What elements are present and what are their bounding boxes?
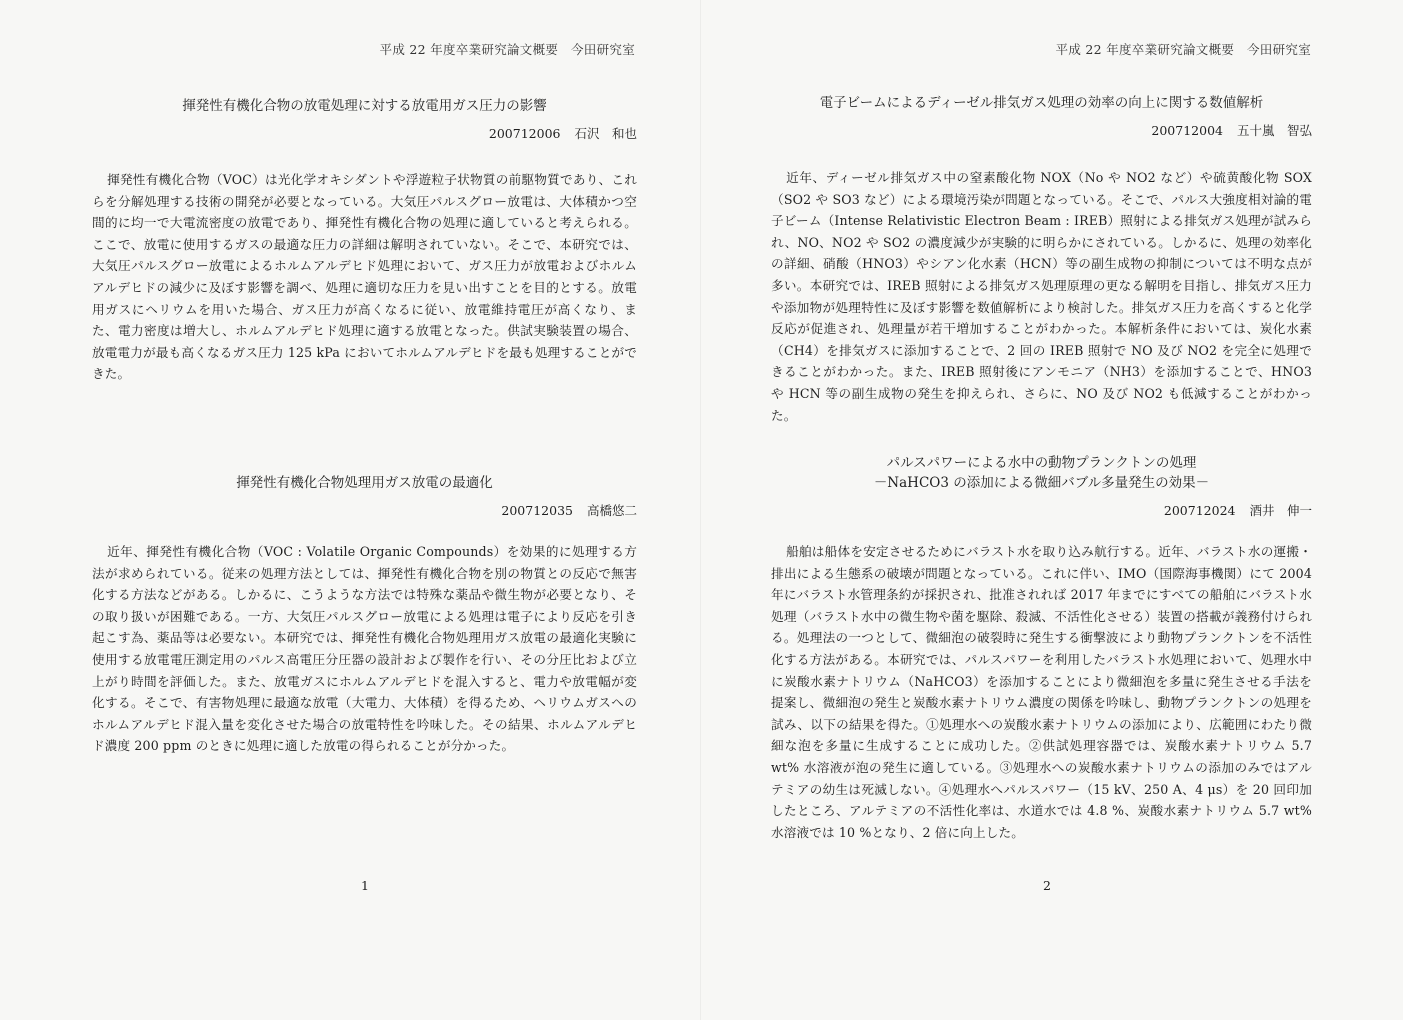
abstract-title: 揮発性有機化合物の放電処理に対する放電用ガス圧力の影響: [182, 98, 547, 114]
author-line: [92, 502, 637, 520]
abstract-title: パルスパワーによる水中の動物プランクトンの処理: [886, 455, 1197, 471]
author-line: [92, 125, 637, 143]
running-header: 平成 22 年度卒業研究論文概要 今田研究室: [1055, 42, 1311, 57]
abstract-body: 揮発性有機化合物（VOC）は光化学オキシダントや浮遊粒子状物質の前駆物質であり、これらを分解処理する技術の開発が必要となっている。大気圧パルスグロー放電は、大体積かつ空間的に均一で大電流密度の放電であり、揮発性有機化合物の処理に適していると考えられる。ここで、放電に使用するガスの最適な圧力の詳細は解明されていない。そこで、本研究では、大気圧パルスグロー放電によるホルムアルデヒド処理において、ガス圧力が放電およびホルムアルデヒドの減少に及ぼす影響を調べ、処理に適切な圧力を見い出すことを目的とする。放電用ガスにヘリウムを用いた場合、ガス圧力が高くなるに従い、放電維持電圧が高くなり、また、電力密度は増大し、ホルムアルデヒド処理に適する放電となった。供試実験装置の場合、放電電力が最も高くなるガス圧力 125 kPa においてホルムアルデヒドを最も処理することができた。: [92, 172, 637, 382]
abstract-body: 近年、揮発性有機化合物（VOC : Volatile Organic Compounds）を効果的に処理する方法が求められている。従来の処理方法としては、揮発性有機化合物を別の物質との反応で無害化する方法などがある。しかるに、こうような方法では特殊な薬品や微生物が必要となり、その取り扱いが困難である。一方、大気圧パルスグロー放電による処理は電子により反応を引き起こす為、薬品等は必要ない。本研究では、揮発性有機化合物処理用ガス放電の最適化実験に使用する放電電圧測定用のパルス高電圧分圧器の設計および製作を行い、その分圧比および立上がり時間を評価した。また、放電ガスにホルムアルデヒドを混入すると、電力や放電幅が変化する。そこで、有害物処理に最適な放電（大電力、大体積）を得るため、ヘリウムガスへのホルムアルデヒド混入量を変化させた場合の放電特性を吟味した。その結果、ホルムアルデヒド濃度 200 ppm のときに処理に適した放電の得られることが分かった。: [92, 544, 637, 754]
student-id: 200712024: [1163, 503, 1236, 518]
abstract-2: [92, 473, 637, 770]
author-line: [771, 122, 1312, 140]
abstract-body: 近年、ディーゼル排気ガス中の窒素酸化物 NOX（No や NO2 など）や硫黄酸化物 SOX（SO2 や SO3 など）による環境汚染が問題となっている。そこで、パルス大強度相対論的電子ビーム（Intense Relativistic Electron Beam : IREB）照射による排気ガス処理が試みられ、NO、NO2 や SO2 の濃度減少が実験的に明らかにされている。しかるに、処理の効率化の詳細、硝酸（HNO3）やシアン化水素（HCN）等の副生成物の抑制については不明な点が多い。本研究では、IREB 照射による排気ガス処理原理の更なる解明を目指し、排気ガス圧力や添加物が処理特性に及ぼす影響を数値解析により検討した。排気ガス圧力を高くすると化学反応が促進され、処理量が若干増加することがわかった。本解析条件においては、炭化水素（CH4）を排気ガスに添加することで、2 回の IREB 照射で NO 及び NO2 を完全に処理できることがわかった。また、IREB 照射後にアンモニア（NH3）を添加することで、HNO3 や HCN 等の副生成物の発生を抑えられ、さらに、NO 及び NO2 も低減することがわかった。: [771, 170, 1312, 423]
abstract-body: 船舶は船体を安定させるためにバラスト水を取り込み航行する。近年、バラスト水の運搬・排出による生態系の破壊が問題となっている。これに伴い、IMO（国際海事機関）にて 2004 年にバラスト水管理条約が採択され、批准されれば 2017 年までにすべての船舶にバラスト水処理（バラスト水中の微生物や菌を駆除、殺滅、不活性化させる）装置の搭載が義務付けられる。処理法の一つとして、微細泡の破裂時に発生する衝撃波により動物プランクトンを不活性化する方法がある。本研究では、パルスパワーを利用したバラスト水処理において、処理水中に炭酸水素ナトリウム（NaHCO3）を添加することにより微細泡を多量に発生させる手法を提案し、微細泡の発生と炭酸水素ナトリウム濃度の関係を吟味し、動物プランクトンの処理を試み、以下の結果を得た。①処理水への炭酸水素ナトリウムの添加により、広範囲にわたり微細な泡を多量に生成することに成功した。②供試処理容器では、炭酸水素ナトリウム 5.7 wt% 水溶液が泡の発生に適している。③処理水への炭酸水素ナトリウムの添加のみではアルテミアの幼生は死滅しない。④処理水へパルスパワー（15 kV、250 A、4 μs）を 20 回印加したところ、アルテミアの不活性化率は、水道水では 4.8 %、炭酸水素ナトリウム 5.7 wt%水溶液では 10 %となり、2 倍に向上した。: [771, 544, 1312, 840]
student-id: 200712004: [1151, 123, 1223, 138]
running-header: 平成 22 年度卒業研究論文概要 今田研究室: [379, 42, 635, 57]
abstract-4: [771, 453, 1312, 856]
page-2: [701, 0, 1403, 1020]
abstract-1: [92, 96, 637, 398]
abstract-title: 揮発性有機化合物処理用ガス放電の最適化: [236, 475, 493, 491]
page-number: 1: [361, 878, 369, 893]
page-1: [0, 0, 701, 1020]
author-name: 高橋悠二: [586, 503, 637, 518]
author-name: 酒井 伸一: [1249, 503, 1312, 518]
author-name: 石沢 和也: [574, 126, 637, 141]
abstract-3: [771, 93, 1312, 439]
page-number: 2: [1043, 878, 1051, 893]
abstract-title: 電子ビームによるディーゼル排気ガス処理の効率の向上に関する数値解析: [819, 95, 1264, 111]
student-id: 200712006: [488, 126, 561, 141]
abstract-subtitle: －NaHCO3 の添加による微細バブル多量発生の効果－: [873, 475, 1210, 491]
author-name: 五十嵐 智弘: [1236, 123, 1312, 138]
author-line: [771, 502, 1312, 520]
student-id: 200712035: [501, 503, 573, 518]
